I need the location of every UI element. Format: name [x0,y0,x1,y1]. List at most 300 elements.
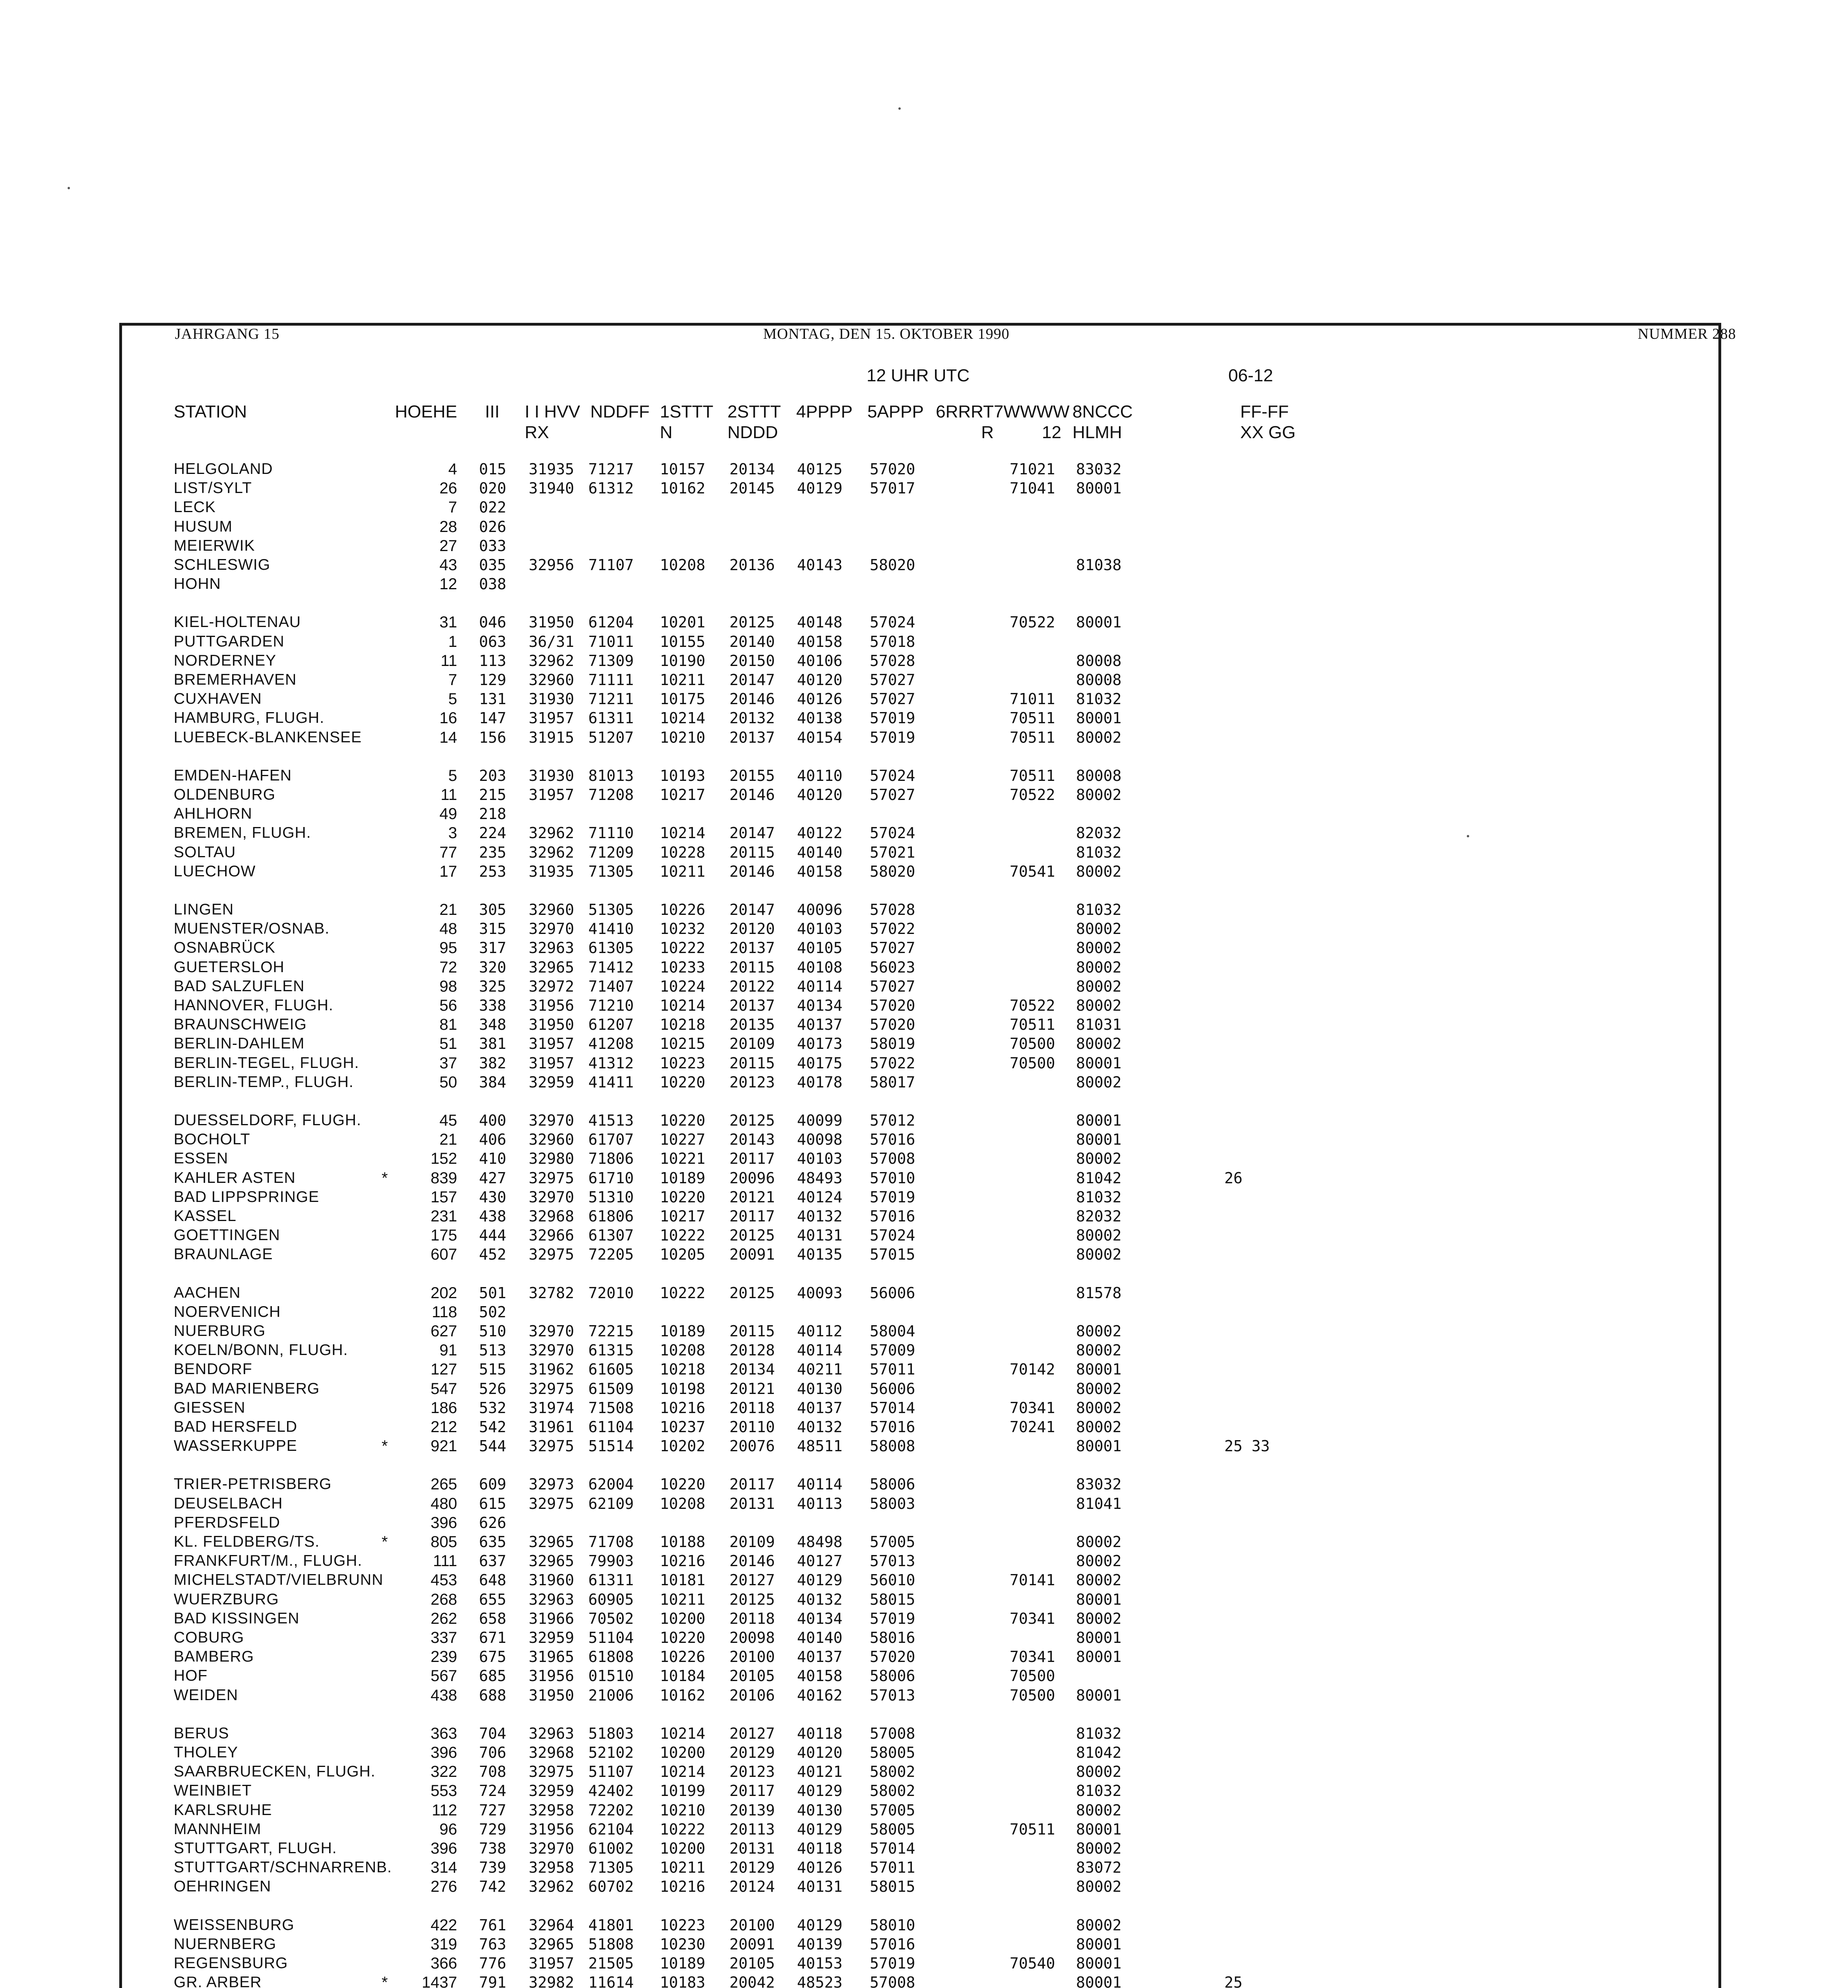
station-name: BAMBERG [174,1648,254,1665]
synop-group: 10210 [660,1802,706,1819]
station-row [0,1820,1848,1839]
station-name: CUXHAVEN [174,690,262,707]
synop-group: 40129 [797,1821,843,1838]
station-name: KIEL-HOLTENAU [174,613,301,631]
synop-group: 57021 [870,844,915,861]
synop-group: 20127 [729,1725,775,1742]
synop-group: 70142 [1010,1361,1055,1378]
synop-group: 81032 [1076,1782,1122,1800]
station-name: HELGOLAND [174,460,273,478]
synop-group: 10222 [660,939,706,957]
synop-group: 81042 [1076,1744,1122,1761]
station-name: LECK [174,499,216,516]
synop-group: 20120 [729,920,775,938]
synop-group: 31956 [529,1821,574,1838]
synop-group: 57019 [870,1188,915,1206]
station-name: BRAUNSCHWEIG [174,1016,307,1033]
station-height: 422 [430,1916,457,1934]
synop-group: 80001 [1076,1361,1122,1378]
station-height: 21 [439,901,457,918]
station-row [0,1303,1848,1322]
synop-group: 10183 [660,1974,706,1988]
synop-group: 71412 [588,959,634,976]
synop-group: 72215 [588,1322,634,1340]
synop-group: 61808 [588,1648,634,1666]
station-index: 022 [479,499,506,516]
synop-group: 20147 [729,824,775,842]
station-name: WEIDEN [174,1687,238,1704]
synop-group: 40138 [797,709,843,727]
synop-group: 10193 [660,767,706,784]
synop-group: 40132 [797,1418,843,1436]
synop-group: 57024 [870,824,915,842]
station-name: OSNABRÜCK [174,939,276,956]
station-index: 305 [479,901,506,918]
station-index: 671 [479,1629,506,1646]
station-index: 513 [479,1342,506,1359]
station-row [0,843,1848,862]
station-row [0,919,1848,938]
synop-group: 20125 [729,1112,775,1129]
synop-group: 58005 [870,1821,915,1838]
synop-group: 32959 [529,1782,574,1800]
synop-group: 20137 [729,729,775,746]
synop-group: 80002 [1076,1380,1122,1398]
synop-group: 80002 [1076,1246,1122,1263]
station-height: 14 [439,729,457,746]
synop-group: 10198 [660,1380,706,1398]
station-row [0,1188,1848,1207]
synop-group: 40120 [797,671,843,689]
synop-group: 32965 [529,1533,574,1551]
synop-group: 31957 [529,1955,574,1972]
synop-group: 71508 [588,1399,634,1417]
station-height: 839 [430,1169,457,1187]
station-row [0,804,1848,823]
synop-group: 71211 [588,690,634,708]
synop-group: 41208 [588,1035,634,1052]
station-name: WUERZBURG [174,1591,279,1608]
synop-group: 32963 [529,1591,574,1608]
synop-group: 20117 [729,1150,775,1167]
synop-group: 48493 [797,1169,843,1187]
station-index: 675 [479,1648,506,1666]
synop-group: 81031 [1076,1016,1122,1033]
station-height: 11 [440,652,457,670]
synop-group: 32975 [529,1380,574,1398]
station-name: DEUSELBACH [174,1495,283,1512]
synop-group: 40126 [797,690,843,708]
synop-group: 10208 [660,1342,706,1359]
synop-group: 10217 [660,786,706,804]
synop-group: 20137 [729,939,775,957]
synop-group: 71407 [588,978,634,995]
synop-group: 70500 [1010,1687,1055,1704]
synop-group: 57020 [870,460,915,478]
station-height: 50 [439,1074,457,1091]
synop-group: 57009 [870,1342,915,1359]
synop-group: 57027 [870,786,915,804]
synop-group: 40129 [797,480,843,497]
synop-group: 57011 [870,1859,915,1876]
synop-group: 31957 [529,786,574,804]
synop-group: 80001 [1076,1112,1122,1129]
synop-group: 80001 [1076,709,1122,727]
synop-group: 58002 [870,1782,915,1800]
synop-group: 10200 [660,1610,706,1627]
station-row [0,862,1848,881]
col-hoehe: HOEHE [395,402,457,421]
station-name: REGENSBURG [174,1955,288,1972]
station-index: 635 [479,1533,506,1551]
station-index: 218 [479,805,506,823]
station-height: 27 [439,537,457,555]
synop-group: 40154 [797,729,843,746]
station-row [0,632,1848,651]
station-row [0,1801,1848,1820]
station-row [0,1073,1848,1092]
station-name: GR. ARBER [174,1974,262,1988]
station-height: 239 [430,1648,457,1666]
synop-group: 80001 [1076,1955,1122,1972]
synop-group: 56010 [870,1571,915,1589]
station-index: 235 [479,844,506,861]
synop-group: 70241 [1010,1418,1055,1436]
station-name: KASSEL [174,1208,237,1225]
synop-group: 10228 [660,844,706,861]
station-row [0,1762,1848,1781]
station-index: 704 [479,1725,506,1742]
synop-group: 57015 [870,1246,915,1263]
station-name: ESSEN [174,1150,229,1167]
station-row [0,1839,1848,1858]
col-hvv: I I HVV RX [525,402,580,442]
synop-group: 56023 [870,959,915,976]
station-height: 567 [430,1667,457,1685]
synop-group: 58003 [870,1495,915,1512]
synop-group: 40093 [797,1284,843,1302]
synop-group: 57028 [870,652,915,670]
synop-group: 10216 [660,1878,706,1895]
station-name: AACHEN [174,1284,241,1301]
synop-group: 57019 [870,1610,915,1627]
synop-group: 61204 [588,613,634,631]
station-row [0,938,1848,957]
synop-group: 20128 [729,1342,775,1359]
synop-group: 32980 [529,1150,574,1167]
station-name: GOETTINGEN [174,1227,280,1244]
station-row [0,498,1848,517]
synop-group: 40132 [797,1591,843,1608]
synop-group: 40178 [797,1074,843,1091]
station-index: 038 [479,575,506,593]
station-row [0,1015,1848,1034]
synop-group: 31950 [529,613,574,631]
station-row [0,1437,1848,1456]
synop-group: 31956 [529,997,574,1014]
observation-time-label: 12 UHR UTC [867,366,970,385]
synop-group: 80001 [1076,1054,1122,1072]
station-name: BAD LIPPSPRINGE [174,1188,320,1206]
station-height: 366 [430,1955,457,1972]
station-name: LINGEN [174,901,234,918]
synop-group: 57008 [870,1974,915,1988]
synop-group: 32962 [529,824,574,842]
synop-group: 61311 [588,709,634,727]
station-index: 544 [479,1437,506,1455]
station-name: AHLHORN [174,805,252,822]
station-row [0,996,1848,1015]
synop-group: 57005 [870,1533,915,1551]
station-height: 5 [448,690,457,708]
synop-group: 40106 [797,652,843,670]
synop-group: 20134 [729,460,775,478]
synop-group: 57014 [870,1399,915,1417]
synop-group: 51803 [588,1725,634,1742]
synop-group: 10181 [660,1571,706,1589]
station-name: HAMBURG, FLUGH. [174,709,325,726]
synop-group: 40122 [797,824,843,842]
synop-group: 10223 [660,1916,706,1934]
synop-group: 57019 [870,709,915,727]
station-height: 45 [439,1112,457,1129]
station-index: 542 [479,1418,506,1436]
station-height: 37 [439,1054,457,1072]
synop-group: 61710 [588,1169,634,1187]
synop-group: 40143 [797,556,843,574]
synop-group: 20127 [729,1571,775,1589]
synop-group: 31957 [529,1035,574,1052]
synop-group: 10211 [660,1859,706,1876]
synop-group: 25 33 [1224,1437,1270,1455]
synop-group: 71305 [588,863,634,880]
synop-group: 20125 [729,1591,775,1608]
synop-group: 57011 [870,1361,915,1378]
synop-group: 10220 [660,1629,706,1646]
synop-group: 20121 [729,1188,775,1206]
synop-group: 57014 [870,1840,915,1857]
synop-group: 20125 [729,613,775,631]
station-name: NUERBURG [174,1322,266,1340]
synop-group: 41513 [588,1112,634,1129]
synop-group: 70341 [1010,1399,1055,1417]
synop-group: 32965 [529,959,574,976]
synop-group: 57013 [870,1687,915,1704]
station-index: 738 [479,1840,506,1857]
synop-group: 40118 [797,1840,843,1857]
synop-group: 57016 [870,1418,915,1436]
synop-group: 58015 [870,1591,915,1608]
synop-group: 20105 [729,1955,775,1972]
synop-group: 57028 [870,901,915,918]
station-row [0,1245,1848,1264]
synop-group: 61104 [588,1418,634,1436]
synop-group: 80001 [1076,1648,1122,1666]
synop-group: 60702 [588,1878,634,1895]
synop-group: 31957 [529,1054,574,1072]
dust-speck [68,187,70,189]
synop-group: 40211 [797,1361,843,1378]
station-row [0,1417,1848,1437]
synop-group: 31974 [529,1399,574,1417]
synop-group: 31950 [529,1687,574,1704]
synop-group: 40112 [797,1322,843,1340]
synop-group: 71708 [588,1533,634,1551]
station-index: 502 [479,1303,506,1321]
synop-group: 80002 [1076,1342,1122,1359]
station-index: 400 [479,1112,506,1129]
synop-group: 72202 [588,1802,634,1819]
synop-group: 36/31 [529,633,574,650]
synop-group: 51104 [588,1629,634,1646]
synop-group: 80002 [1076,1802,1122,1819]
station-index: 688 [479,1687,506,1704]
volume-label: JAHRGANG 15 [175,326,280,342]
synop-group: 10216 [660,1399,706,1417]
synop-group: 80001 [1076,1437,1122,1455]
synop-group: 10189 [660,1955,706,1972]
station-index: 384 [479,1074,506,1091]
synop-group: 81013 [588,767,634,784]
station-index: 742 [479,1878,506,1895]
synop-group: 20146 [729,1552,775,1570]
station-row [0,1858,1848,1877]
synop-group: 57018 [870,633,915,650]
synop-group: 32960 [529,901,574,918]
synop-group: 20122 [729,978,775,995]
synop-group: 40130 [797,1380,843,1398]
synop-group: 83032 [1076,460,1122,478]
synop-group: 51310 [588,1188,634,1206]
station-height: 112 [432,1802,457,1819]
station-name: WEINBIET [174,1782,252,1799]
station-index: 203 [479,767,506,784]
station-index: 438 [479,1208,506,1225]
synop-group: 20123 [729,1074,775,1091]
synop-group: 32970 [529,1342,574,1359]
station-height: 262 [430,1610,457,1627]
synop-group: 51514 [588,1437,634,1455]
synop-group: 83032 [1076,1475,1122,1493]
station-name: HOF [174,1667,208,1684]
synop-group: 31935 [529,863,574,880]
col-7wwww: 7WWWW 12 [994,402,1070,442]
synop-group: 10199 [660,1782,706,1800]
synop-group: 58006 [870,1667,915,1685]
synop-group: 20137 [729,997,775,1014]
synop-group: 81041 [1076,1495,1122,1512]
synop-group: 58006 [870,1475,915,1493]
synop-group: 57020 [870,1016,915,1033]
station-height: 607 [430,1246,457,1263]
synop-group: 40137 [797,1648,843,1666]
station-height: 231 [430,1208,457,1225]
station-row [0,689,1848,709]
station-height: 396 [430,1514,457,1532]
station-height: 21 [439,1131,457,1148]
station-name: MUENSTER/OSNAB. [174,920,330,937]
synop-group: 80002 [1076,1418,1122,1436]
station-index: 501 [479,1284,506,1302]
station-row [0,1973,1848,1988]
synop-group: 71111 [588,671,634,689]
synop-group: 20139 [729,1802,775,1819]
synop-group: 71210 [588,997,634,1014]
station-height: 157 [430,1188,457,1206]
station-name: BERLIN-TEMP., FLUGH. [174,1074,354,1091]
synop-group: 40113 [797,1495,843,1512]
station-height: 322 [430,1763,457,1780]
station-index: 129 [479,671,506,689]
station-index: 325 [479,978,506,995]
station-height: 547 [430,1380,457,1398]
synop-group: 31957 [529,709,574,727]
station-height: 17 [439,863,457,880]
station-name: MEIERWIK [174,537,255,554]
synop-group: 32972 [529,978,574,995]
synop-group: 20155 [729,767,775,784]
synop-group: 71806 [588,1150,634,1167]
synop-group: 20145 [729,480,775,497]
synop-group: 10214 [660,824,706,842]
station-row [0,651,1848,670]
station-height: 396 [430,1744,457,1761]
synop-group: 80002 [1076,959,1122,976]
synop-group: 80002 [1076,1150,1122,1167]
station-index: 761 [479,1916,506,1934]
synop-group: 32970 [529,1322,574,1340]
synop-group: 40158 [797,1667,843,1685]
synop-group: 32970 [529,1188,574,1206]
synop-group: 82032 [1076,824,1122,842]
station-row [0,1935,1848,1954]
synop-group: 60905 [588,1591,634,1608]
synop-group: 61509 [588,1380,634,1398]
station-height: 4 [448,460,457,478]
synop-group: 58016 [870,1629,915,1646]
station-index: 215 [479,786,506,804]
station-row [0,1724,1848,1743]
synop-group: 40129 [797,1782,843,1800]
station-name: KAHLER ASTEN [174,1169,296,1186]
synop-group: 80002 [1076,1552,1122,1570]
synop-group: 70522 [1010,786,1055,804]
station-index: 706 [479,1744,506,1761]
synop-group: 40135 [797,1246,843,1263]
synop-group: 20106 [729,1687,775,1704]
synop-group: 80001 [1076,480,1122,497]
station-row [0,575,1848,594]
synop-group: 10220 [660,1188,706,1206]
synop-group: 11614 [588,1974,634,1988]
station-index: 655 [479,1591,506,1608]
synop-group: 40118 [797,1725,843,1742]
station-index: 147 [479,709,506,727]
col-6rrrt: 6RRRT R [936,402,994,442]
synop-group: 20117 [729,1208,775,1225]
station-name: MANNHEIM [174,1821,262,1838]
synop-group: 57022 [870,1054,915,1072]
station-height: 453 [430,1571,457,1589]
station-name: MICHELSTADT/VIELBRUNN [174,1571,384,1588]
station-name: TRIER-PETRISBERG [174,1475,332,1493]
synop-group: 10162 [660,1687,706,1704]
synop-group: 10210 [660,729,706,746]
synop-group: 70341 [1010,1648,1055,1666]
synop-group: 71217 [588,460,634,478]
synop-group: 80002 [1076,1610,1122,1627]
station-name: BREMEN, FLUGH. [174,824,311,841]
